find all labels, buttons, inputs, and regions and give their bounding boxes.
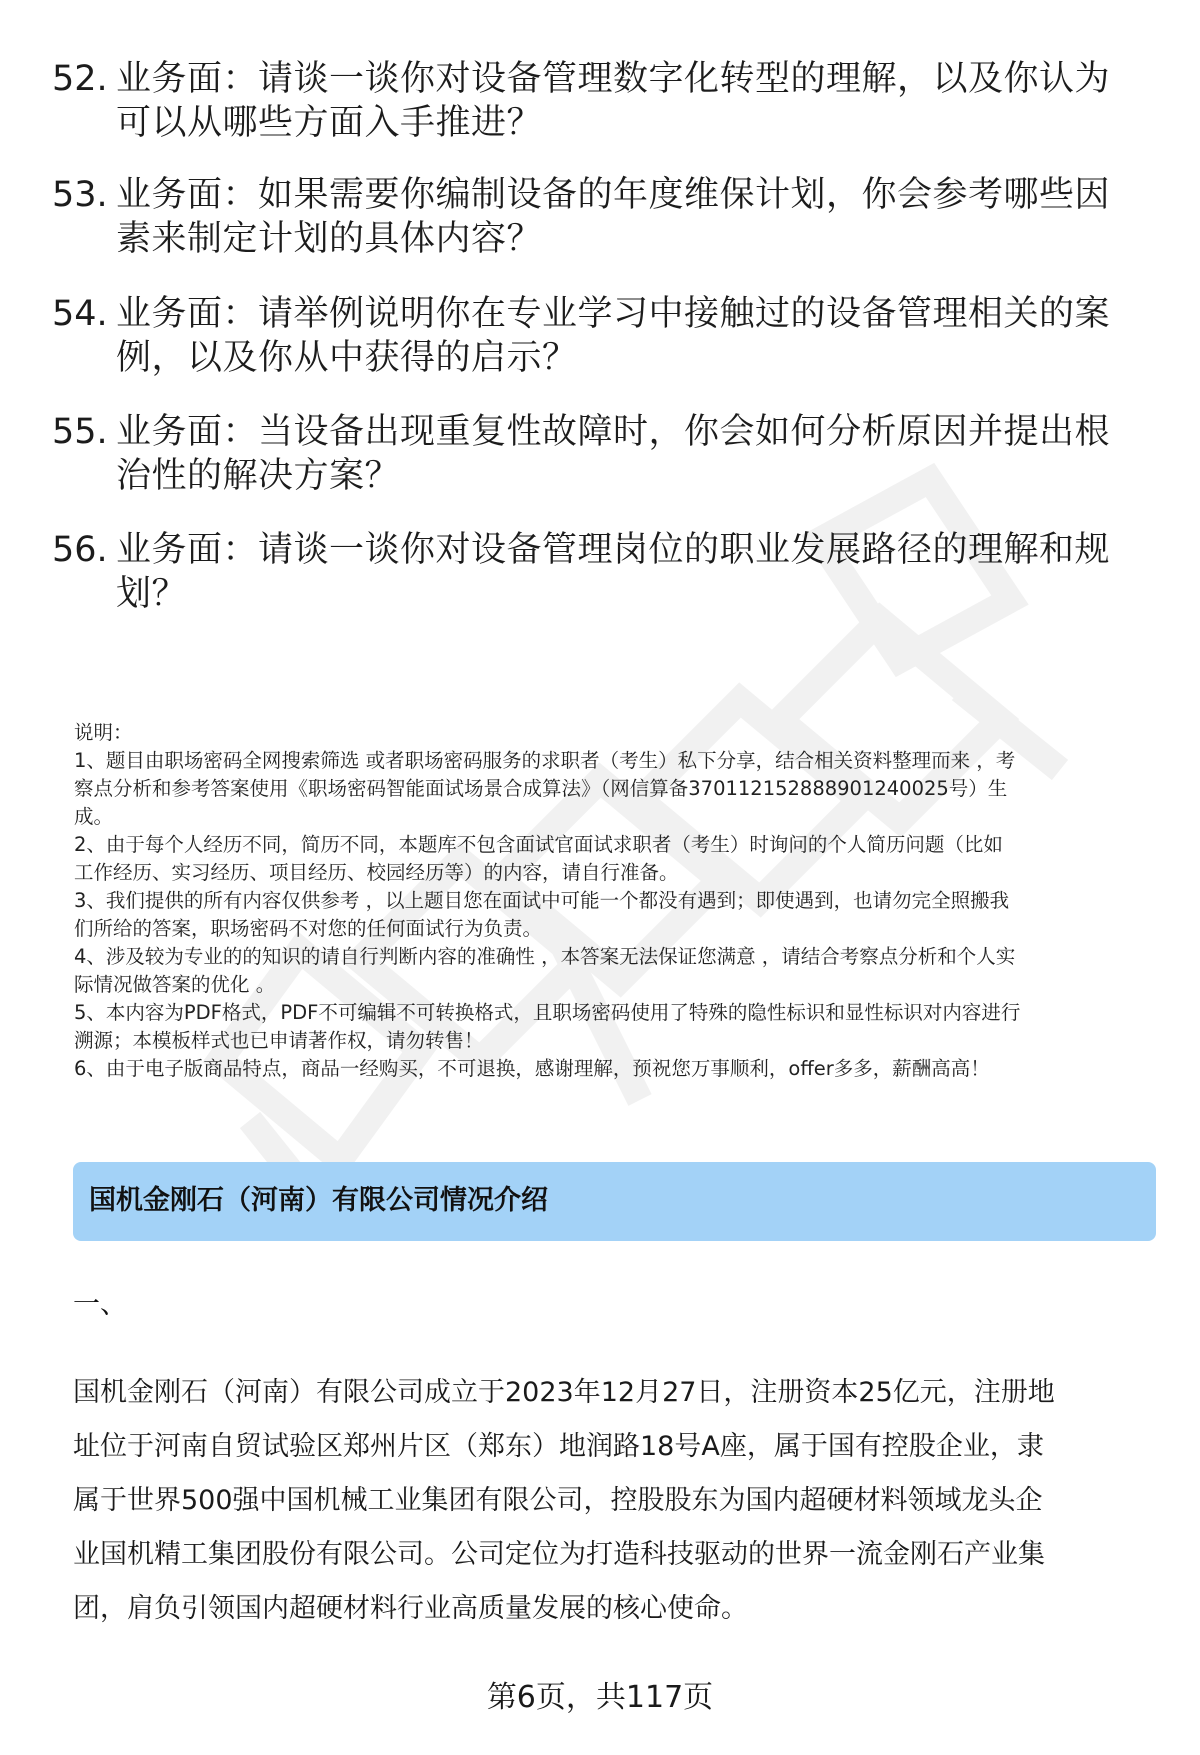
- paragraph-line: 团，肩负引领国内超硬材料行业高质量发展的核心使命。: [73, 1593, 748, 1624]
- note-line: 溯源；本模板样式也已申请著作权，请勿转售！: [74, 1029, 484, 1052]
- note-line: 工作经历、实习经历、项目经历、校园经历等）的内容，请自行准备。: [74, 861, 679, 884]
- question-number: 53.: [52, 175, 108, 215]
- question-text-line: 划？: [116, 574, 188, 614]
- paragraph-line: 国机金刚石（河南）有限公司成立于2023年12月27日，注册资本25亿元，注册地: [73, 1377, 1055, 1408]
- note-line: 3、我们提供的所有内容仅供参考 ，以上题目您在面试中可能一个都没有遇到；即使遇到，也请勿完全照搬我: [74, 889, 1010, 912]
- note-line: 成。: [74, 805, 114, 828]
- note-line: 1、题目由职场密码全网搜索筛选 或者职场密码服务的求职者（考生）私下分享，结合相关资料整理而来 ，考: [74, 749, 1016, 772]
- question-text-line: 业务面：请谈一谈你对设备管理数字化转型的理解，以及你认为: [116, 59, 1111, 99]
- question-number: 54.: [52, 294, 108, 334]
- note-line: 察点分析和参考答案使用《职场密码智能面试场景合成算法》（网信算备370112152888901240025号）生: [74, 777, 1008, 800]
- question-text-line: 例，以及你从中获得的启示？: [116, 338, 578, 378]
- paragraph-line: 业国机精工集团股份有限公司。公司定位为打造科技驱动的世界一流金刚石产业集: [73, 1539, 1045, 1570]
- note-line: 2、由于每个人经历不同，简历不同，本题库不包含面试官面试求职者（考生）时询问的个人简历问题（比如: [74, 833, 1003, 856]
- question-text-line: 业务面：请谈一谈你对设备管理岗位的职业发展路径的理解和规: [116, 530, 1111, 570]
- notes-heading: 说明：: [74, 721, 133, 744]
- question-text-line: 治性的解决方案？: [116, 456, 401, 496]
- note-line: 际情况做答案的优化 。: [74, 973, 276, 996]
- subsection-number: 一、: [73, 1289, 127, 1320]
- question-text-line: 业务面：请举例说明你在专业学习中接触过的设备管理相关的案: [116, 294, 1111, 334]
- page-number-footer: 第6页，共117页: [486, 1680, 714, 1715]
- question-text-line: 业务面：如果需要你编制设备的年度维保计划，你会参考哪些因: [116, 175, 1111, 215]
- section-title: 国机金刚石（河南）有限公司情况介绍: [89, 1185, 548, 1216]
- note-line: 6、由于电子版商品特点，商品一经购买，不可退换，感谢理解，预祝您万事顺利，offer多多，薪酬高高！: [74, 1057, 990, 1080]
- question-text-line: 业务面：当设备出现重复性故障时，你会如何分析原因并提出根: [116, 412, 1111, 452]
- note-line: 4、涉及较为专业的的知识的请自行判断内容的准确性 ，本答案无法保证您满意 ，请结合考察点分析和个人实: [74, 945, 1016, 968]
- question-number: 52.: [52, 59, 108, 99]
- question-text-line: 素来制定计划的具体内容？: [116, 219, 543, 259]
- note-line: 5、本内容为PDF格式，PDF不可编辑不可转换格式，且职场密码使用了特殊的隐性标识和显性标识对内容进行: [74, 1001, 1021, 1024]
- note-line: 们所给的答案，职场密码不对您的任何面试行为负责。: [74, 917, 543, 940]
- paragraph-line: 属于世界500强中国机械工业集团有限公司，控股股东为国内超硬材料领域龙头企: [73, 1485, 1043, 1516]
- section-header: [73, 1162, 1156, 1241]
- question-number: 55.: [52, 412, 108, 452]
- question-number: 56.: [52, 530, 108, 570]
- question-text-line: 可以从哪些方面入手推进？: [116, 103, 543, 143]
- paragraph-line: 址位于河南自贸试验区郑州片区（郑东）地润路18号A座，属于国有控股企业，隶: [73, 1431, 1044, 1462]
